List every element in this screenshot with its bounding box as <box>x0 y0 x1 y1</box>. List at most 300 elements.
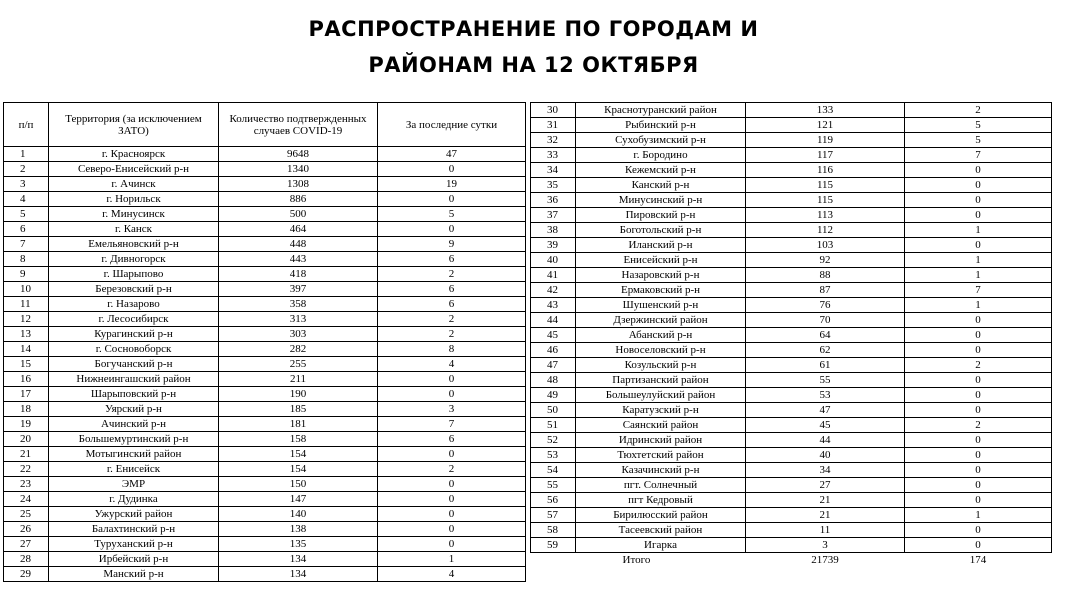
row-territory: Ачинский р-н <box>49 417 219 432</box>
row-confirmed: 115 <box>746 193 905 208</box>
row-confirmed: 115 <box>746 178 905 193</box>
row-confirmed: 154 <box>219 447 378 462</box>
row-num: 19 <box>4 417 49 432</box>
row-last-day: 0 <box>905 403 1052 418</box>
table-row <box>531 358 1052 373</box>
table-row <box>531 508 1052 523</box>
page-title-line-1: РАСПРОСТРАНЕНИЕ ПО ГОРОДАМ И <box>308 17 759 41</box>
table-row <box>531 208 1052 223</box>
row-confirmed: 47 <box>746 403 905 418</box>
row-num: 10 <box>4 282 49 297</box>
row-last-day: 0 <box>905 493 1052 508</box>
row-last-day: 6 <box>378 297 526 312</box>
row-num: 50 <box>531 403 576 418</box>
row-confirmed: 62 <box>746 343 905 358</box>
total-confirmed: 21739 <box>811 553 839 566</box>
row-last-day: 9 <box>378 237 526 252</box>
row-last-day: 2 <box>905 358 1052 373</box>
table-row <box>531 223 1052 238</box>
cases-table-right <box>530 102 1052 567</box>
row-num: 56 <box>531 493 576 508</box>
row-territory: пгт Кедровый <box>576 493 746 508</box>
row-last-day: 0 <box>905 478 1052 493</box>
row-num: 52 <box>531 433 576 448</box>
row-last-day: 2 <box>905 103 1052 118</box>
row-confirmed: 55 <box>746 373 905 388</box>
table-row <box>4 462 526 477</box>
row-confirmed: 87 <box>746 283 905 298</box>
row-confirmed: 134 <box>219 567 378 582</box>
row-num: 40 <box>531 253 576 268</box>
row-num: 37 <box>531 208 576 223</box>
row-num: 1 <box>4 147 49 162</box>
row-last-day: 47 <box>378 147 526 162</box>
table-row <box>4 282 526 297</box>
header-last-day: За последние сутки <box>378 103 526 147</box>
row-territory: Ермаковский р-н <box>576 283 746 298</box>
row-last-day: 2 <box>378 327 526 342</box>
row-confirmed: 140 <box>219 507 378 522</box>
row-territory: Боготольский р-н <box>576 223 746 238</box>
row-num: 58 <box>531 523 576 538</box>
row-territory: Курагинский р-н <box>49 327 219 342</box>
row-num: 57 <box>531 508 576 523</box>
row-last-day: 6 <box>378 252 526 267</box>
row-num: 11 <box>4 297 49 312</box>
row-last-day: 0 <box>378 162 526 177</box>
row-num: 3 <box>4 177 49 192</box>
row-num: 34 <box>531 163 576 178</box>
row-confirmed: 282 <box>219 342 378 357</box>
row-territory: Кежемский р-н <box>576 163 746 178</box>
row-territory: Уярский р-н <box>49 402 219 417</box>
row-last-day: 0 <box>905 448 1052 463</box>
row-territory: Саянский район <box>576 418 746 433</box>
table-row <box>4 477 526 492</box>
row-territory: г. Дивногорск <box>49 252 219 267</box>
row-confirmed: 3 <box>746 538 905 553</box>
row-last-day: 0 <box>905 208 1052 223</box>
row-last-day: 0 <box>905 238 1052 253</box>
row-confirmed: 358 <box>219 297 378 312</box>
table-header-row <box>4 103 526 147</box>
row-last-day: 2 <box>378 462 526 477</box>
row-confirmed: 9648 <box>219 147 378 162</box>
row-territory: Шушенский р-н <box>576 298 746 313</box>
header-territory: Территория (за исключением ЗАТО) <box>49 103 219 147</box>
row-confirmed: 45 <box>746 418 905 433</box>
table-row <box>531 493 1052 508</box>
table-row <box>4 552 526 567</box>
row-num: 41 <box>531 268 576 283</box>
row-num: 16 <box>4 372 49 387</box>
row-confirmed: 138 <box>219 522 378 537</box>
row-num: 55 <box>531 478 576 493</box>
row-last-day: 3 <box>378 402 526 417</box>
row-last-day: 5 <box>905 133 1052 148</box>
table-row <box>4 237 526 252</box>
row-territory: г. Лесосибирск <box>49 312 219 327</box>
row-territory: г. Ачинск <box>49 177 219 192</box>
row-confirmed: 112 <box>746 223 905 238</box>
row-last-day: 0 <box>905 373 1052 388</box>
table-row <box>531 523 1052 538</box>
row-territory: Назаровский р-н <box>576 268 746 283</box>
table-row <box>4 162 526 177</box>
table-row <box>4 567 526 582</box>
table-row <box>531 313 1052 328</box>
row-territory: Тюхтетский район <box>576 448 746 463</box>
row-confirmed: 185 <box>219 402 378 417</box>
row-num: 43 <box>531 298 576 313</box>
row-territory: Балахтинский р-н <box>49 522 219 537</box>
row-confirmed: 448 <box>219 237 378 252</box>
row-confirmed: 92 <box>746 253 905 268</box>
row-territory: Казачинский р-н <box>576 463 746 478</box>
row-territory: Ирбейский р-н <box>49 552 219 567</box>
row-territory: г. Норильск <box>49 192 219 207</box>
row-last-day: 0 <box>378 372 526 387</box>
row-confirmed: 397 <box>219 282 378 297</box>
table-row <box>4 522 526 537</box>
row-territory: Канский р-н <box>576 178 746 193</box>
table-row <box>4 312 526 327</box>
row-num: 2 <box>4 162 49 177</box>
row-confirmed: 70 <box>746 313 905 328</box>
row-confirmed: 34 <box>746 463 905 478</box>
row-num: 5 <box>4 207 49 222</box>
header-num: п/п <box>4 103 49 147</box>
row-confirmed: 133 <box>746 103 905 118</box>
row-last-day: 0 <box>378 522 526 537</box>
row-last-day: 6 <box>378 432 526 447</box>
row-num: 38 <box>531 223 576 238</box>
table-row <box>4 507 526 522</box>
row-confirmed: 154 <box>219 462 378 477</box>
row-last-day: 0 <box>905 523 1052 538</box>
row-territory: Нижнеингашский район <box>49 372 219 387</box>
row-last-day: 0 <box>905 163 1052 178</box>
row-last-day: 4 <box>378 357 526 372</box>
table-row <box>531 538 1052 553</box>
row-territory: Туруханский р-н <box>49 537 219 552</box>
row-num: 26 <box>4 522 49 537</box>
table-row <box>531 178 1052 193</box>
row-last-day: 0 <box>378 507 526 522</box>
row-territory: г. Енисейск <box>49 462 219 477</box>
row-territory: Сухобузимский р-н <box>576 133 746 148</box>
row-confirmed: 190 <box>219 387 378 402</box>
row-territory: Манский р-н <box>49 567 219 582</box>
table-row <box>4 342 526 357</box>
table-row <box>531 298 1052 313</box>
row-last-day: 0 <box>378 447 526 462</box>
row-confirmed: 1308 <box>219 177 378 192</box>
row-last-day: 2 <box>378 312 526 327</box>
row-num: 54 <box>531 463 576 478</box>
row-num: 33 <box>531 148 576 163</box>
row-confirmed: 116 <box>746 163 905 178</box>
row-confirmed: 255 <box>219 357 378 372</box>
row-last-day: 0 <box>905 388 1052 403</box>
row-territory: Березовский р-н <box>49 282 219 297</box>
row-last-day: 7 <box>905 148 1052 163</box>
row-confirmed: 158 <box>219 432 378 447</box>
row-territory: г. Минусинск <box>49 207 219 222</box>
row-confirmed: 64 <box>746 328 905 343</box>
row-num: 13 <box>4 327 49 342</box>
row-num: 7 <box>4 237 49 252</box>
row-num: 48 <box>531 373 576 388</box>
row-num: 14 <box>4 342 49 357</box>
row-confirmed: 76 <box>746 298 905 313</box>
table-row <box>531 463 1052 478</box>
row-territory: Бирилюсский район <box>576 508 746 523</box>
row-territory: Иланский р-н <box>576 238 746 253</box>
row-last-day: 0 <box>905 343 1052 358</box>
row-last-day: 19 <box>378 177 526 192</box>
row-territory: г. Бородино <box>576 148 746 163</box>
row-confirmed: 27 <box>746 478 905 493</box>
row-territory: г. Сосновоборск <box>49 342 219 357</box>
row-num: 8 <box>4 252 49 267</box>
row-territory: Идринский район <box>576 433 746 448</box>
row-territory: Шарыповский р-н <box>49 387 219 402</box>
table-row <box>4 252 526 267</box>
row-territory: Тасеевский район <box>576 523 746 538</box>
table-row <box>531 103 1052 118</box>
row-num: 45 <box>531 328 576 343</box>
row-last-day: 0 <box>378 192 526 207</box>
table-row <box>4 357 526 372</box>
table-row <box>4 492 526 507</box>
row-territory: Большемуртинский р-н <box>49 432 219 447</box>
row-last-day: 0 <box>905 538 1052 553</box>
page-title-line-2: РАЙОНАМ НА 12 ОКТЯБРЯ <box>368 53 699 77</box>
table-row <box>4 297 526 312</box>
table-row <box>531 328 1052 343</box>
right-table-body <box>531 103 1052 553</box>
table-row <box>531 433 1052 448</box>
row-num: 59 <box>531 538 576 553</box>
table-row <box>4 222 526 237</box>
table-row <box>4 372 526 387</box>
row-last-day: 0 <box>905 313 1052 328</box>
table-row <box>531 418 1052 433</box>
row-territory: г. Шарыпово <box>49 267 219 282</box>
row-territory: Игарка <box>576 538 746 553</box>
table-row <box>4 537 526 552</box>
row-num: 28 <box>4 552 49 567</box>
row-last-day: 5 <box>378 207 526 222</box>
table-row <box>531 478 1052 493</box>
row-territory: Ужурский район <box>49 507 219 522</box>
row-confirmed: 121 <box>746 118 905 133</box>
row-confirmed: 211 <box>219 372 378 387</box>
row-last-day: 0 <box>905 178 1052 193</box>
header-confirmed: Количество подтвержденных случаев COVID-19 <box>219 103 378 147</box>
row-last-day: 1 <box>905 298 1052 313</box>
table-row <box>4 387 526 402</box>
row-num: 25 <box>4 507 49 522</box>
row-confirmed: 418 <box>219 267 378 282</box>
row-territory: Дзержинский район <box>576 313 746 328</box>
row-territory: Енисейский р-н <box>576 253 746 268</box>
row-num: 24 <box>4 492 49 507</box>
row-confirmed: 150 <box>219 477 378 492</box>
table-row <box>531 238 1052 253</box>
row-num: 9 <box>4 267 49 282</box>
row-num: 21 <box>4 447 49 462</box>
cases-table-left <box>3 102 526 582</box>
row-territory: Мотыгинский район <box>49 447 219 462</box>
table-row <box>4 192 526 207</box>
table-row <box>4 207 526 222</box>
row-num: 22 <box>4 462 49 477</box>
row-num: 29 <box>4 567 49 582</box>
row-territory: Партизанский район <box>576 373 746 388</box>
row-territory: пгт. Солнечный <box>576 478 746 493</box>
row-num: 12 <box>4 312 49 327</box>
table-row <box>531 253 1052 268</box>
table-row <box>531 193 1052 208</box>
row-confirmed: 113 <box>746 208 905 223</box>
row-confirmed: 1340 <box>219 162 378 177</box>
table-row <box>4 417 526 432</box>
row-last-day: 0 <box>378 222 526 237</box>
left-table-body <box>4 147 526 582</box>
row-num: 39 <box>531 238 576 253</box>
row-num: 49 <box>531 388 576 403</box>
row-territory: г. Канск <box>49 222 219 237</box>
row-last-day: 7 <box>905 283 1052 298</box>
row-last-day: 1 <box>905 268 1052 283</box>
row-territory: Богучанский р-н <box>49 357 219 372</box>
row-last-day: 1 <box>905 508 1052 523</box>
table-row <box>531 403 1052 418</box>
row-last-day: 2 <box>905 418 1052 433</box>
row-last-day: 0 <box>378 492 526 507</box>
row-num: 53 <box>531 448 576 463</box>
row-num: 47 <box>531 358 576 373</box>
total-label: Итого <box>622 553 651 566</box>
total-row <box>531 553 1052 568</box>
row-last-day: 0 <box>905 463 1052 478</box>
row-confirmed: 443 <box>219 252 378 267</box>
row-confirmed: 181 <box>219 417 378 432</box>
table-row <box>4 267 526 282</box>
row-confirmed: 88 <box>746 268 905 283</box>
row-confirmed: 119 <box>746 133 905 148</box>
row-last-day: 0 <box>905 328 1052 343</box>
row-territory: Каратузский р-н <box>576 403 746 418</box>
row-territory: ЭМР <box>49 477 219 492</box>
row-num: 6 <box>4 222 49 237</box>
row-num: 44 <box>531 313 576 328</box>
row-confirmed: 464 <box>219 222 378 237</box>
row-num: 31 <box>531 118 576 133</box>
row-num: 32 <box>531 133 576 148</box>
table-row <box>4 327 526 342</box>
table-row <box>4 447 526 462</box>
row-last-day: 1 <box>905 223 1052 238</box>
row-last-day: 0 <box>378 477 526 492</box>
row-num: 46 <box>531 343 576 358</box>
row-num: 42 <box>531 283 576 298</box>
table-row <box>531 148 1052 163</box>
row-confirmed: 103 <box>746 238 905 253</box>
row-last-day: 8 <box>378 342 526 357</box>
row-territory: Новоселовский р-н <box>576 343 746 358</box>
table-row <box>4 147 526 162</box>
table-row <box>4 177 526 192</box>
row-territory: Северо-Енисейский р-н <box>49 162 219 177</box>
table-row <box>531 118 1052 133</box>
table-row <box>531 388 1052 403</box>
table-row <box>531 268 1052 283</box>
row-confirmed: 53 <box>746 388 905 403</box>
row-confirmed: 117 <box>746 148 905 163</box>
row-num: 17 <box>4 387 49 402</box>
row-confirmed: 500 <box>219 207 378 222</box>
row-confirmed: 303 <box>219 327 378 342</box>
row-num: 36 <box>531 193 576 208</box>
row-territory: Минусинский р-н <box>576 193 746 208</box>
row-last-day: 0 <box>378 387 526 402</box>
row-num: 51 <box>531 418 576 433</box>
row-confirmed: 134 <box>219 552 378 567</box>
row-last-day: 0 <box>905 433 1052 448</box>
table-row <box>4 402 526 417</box>
table-row <box>4 432 526 447</box>
row-last-day: 4 <box>378 567 526 582</box>
row-num: 30 <box>531 103 576 118</box>
row-last-day: 6 <box>378 282 526 297</box>
row-last-day: 5 <box>905 118 1052 133</box>
table-row <box>531 283 1052 298</box>
row-confirmed: 11 <box>746 523 905 538</box>
row-confirmed: 21 <box>746 508 905 523</box>
row-confirmed: 313 <box>219 312 378 327</box>
row-num: 20 <box>4 432 49 447</box>
row-territory: г. Назарово <box>49 297 219 312</box>
row-territory: Козульский р-н <box>576 358 746 373</box>
row-num: 18 <box>4 402 49 417</box>
row-num: 4 <box>4 192 49 207</box>
table-row <box>531 343 1052 358</box>
row-confirmed: 61 <box>746 358 905 373</box>
table-row <box>531 133 1052 148</box>
row-confirmed: 135 <box>219 537 378 552</box>
row-last-day: 0 <box>905 193 1052 208</box>
table-row <box>531 373 1052 388</box>
row-confirmed: 886 <box>219 192 378 207</box>
row-confirmed: 21 <box>746 493 905 508</box>
table-row <box>531 163 1052 178</box>
row-last-day: 7 <box>378 417 526 432</box>
row-last-day: 2 <box>378 267 526 282</box>
total-last-day: 174 <box>969 553 987 566</box>
row-confirmed: 44 <box>746 433 905 448</box>
row-territory: Краснотуранский район <box>576 103 746 118</box>
row-territory: Рыбинский р-н <box>576 118 746 133</box>
row-territory: Емельяновский р-н <box>49 237 219 252</box>
row-last-day: 1 <box>378 552 526 567</box>
row-territory: г. Дудинка <box>49 492 219 507</box>
row-last-day: 1 <box>905 253 1052 268</box>
row-num: 27 <box>4 537 49 552</box>
row-territory: Большеулуйский район <box>576 388 746 403</box>
